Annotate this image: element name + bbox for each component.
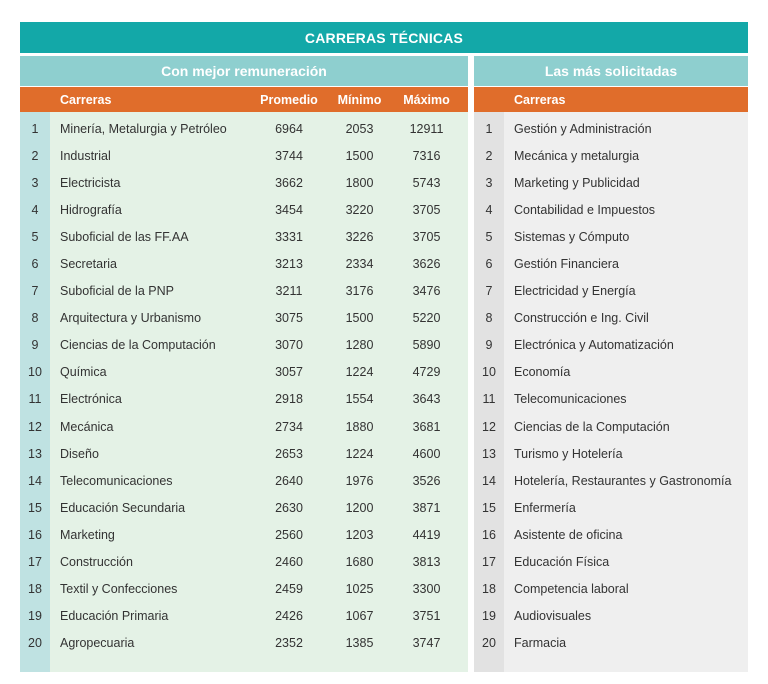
cell-min: 2053 bbox=[345, 121, 374, 136]
cell-name: Mecánica y metalurgia bbox=[514, 148, 640, 163]
cell-name: Electrónica bbox=[60, 392, 122, 407]
cell-num: 5 bbox=[31, 229, 39, 244]
cell-min: 3220 bbox=[345, 202, 374, 217]
cell-avg: 2426 bbox=[275, 609, 303, 624]
cell-max: 3705 bbox=[412, 202, 441, 217]
cell-name: Suboficial de las FF.AA bbox=[60, 229, 189, 244]
cell-min: 1976 bbox=[345, 473, 374, 488]
cell-name: Turismo y Hotelería bbox=[514, 446, 623, 461]
column-maximum: Máximo bbox=[403, 92, 450, 107]
cell-name: Industrial bbox=[60, 148, 111, 163]
cell-max: 4600 bbox=[412, 446, 441, 461]
cell-avg: 3211 bbox=[275, 284, 303, 299]
cell-num: 3 bbox=[485, 175, 493, 190]
cell-name: Farmacia bbox=[514, 636, 567, 651]
cell-name: Arquitectura y Urbanismo bbox=[60, 311, 202, 326]
table-row bbox=[474, 223, 748, 250]
cell-max: 3705 bbox=[412, 229, 441, 244]
cell-avg: 2640 bbox=[275, 473, 303, 488]
table-row bbox=[20, 576, 468, 603]
cell-num: 8 bbox=[485, 311, 493, 326]
table-row bbox=[474, 576, 748, 603]
cell-avg: 2352 bbox=[275, 636, 303, 651]
cell-min: 1385 bbox=[345, 636, 374, 651]
cell-name: Marketing bbox=[60, 527, 115, 542]
cell-name: Textil y Confecciones bbox=[60, 582, 178, 597]
most-requested-table bbox=[474, 56, 748, 672]
table-row bbox=[20, 603, 468, 630]
best-paid-column-header bbox=[20, 87, 468, 112]
cell-num: 15 bbox=[28, 500, 42, 515]
cell-num: 2 bbox=[31, 148, 39, 163]
cell-num: 19 bbox=[28, 609, 42, 624]
cell-min: 1025 bbox=[345, 582, 374, 597]
cell-max: 7316 bbox=[412, 148, 441, 163]
cell-name: Diseño bbox=[60, 446, 99, 461]
cell-num: 20 bbox=[28, 636, 42, 651]
cell-name: Economía bbox=[514, 365, 571, 380]
table-row bbox=[474, 630, 748, 657]
table-row bbox=[474, 305, 748, 332]
cell-min: 2334 bbox=[345, 257, 374, 272]
cell-num: 11 bbox=[28, 392, 42, 407]
cell-max: 3813 bbox=[412, 555, 441, 570]
table-row bbox=[474, 467, 748, 494]
cell-num: 5 bbox=[485, 229, 493, 244]
cell-max: 4419 bbox=[412, 527, 441, 542]
cell-name: Electricidad y Energía bbox=[514, 284, 636, 299]
table-row bbox=[474, 196, 748, 223]
cell-num: 13 bbox=[28, 446, 42, 461]
table-row bbox=[20, 440, 468, 467]
cell-name: Secretaria bbox=[60, 257, 117, 272]
cell-num: 9 bbox=[485, 338, 493, 353]
table-row bbox=[20, 521, 468, 548]
table-row bbox=[474, 332, 748, 359]
table-row bbox=[20, 142, 468, 169]
cell-num: 20 bbox=[482, 636, 496, 651]
table-row bbox=[20, 332, 468, 359]
cell-name: Educación Primaria bbox=[60, 609, 169, 624]
table-row bbox=[474, 440, 748, 467]
cell-avg: 2918 bbox=[275, 392, 303, 407]
cell-min: 1224 bbox=[345, 446, 374, 461]
cell-min: 1800 bbox=[345, 175, 374, 190]
cell-name: Hotelería, Restaurantes y Gastronomía bbox=[514, 473, 732, 488]
cell-num: 1 bbox=[31, 121, 39, 136]
cell-min: 1500 bbox=[345, 311, 374, 326]
table-row bbox=[474, 169, 748, 196]
table-row bbox=[20, 223, 468, 250]
cell-num: 14 bbox=[28, 473, 42, 488]
cell-num: 15 bbox=[482, 500, 496, 515]
most-requested-header: Las más solicitadas bbox=[474, 56, 748, 86]
cell-num: 14 bbox=[482, 473, 496, 488]
cell-avg: 2653 bbox=[275, 446, 303, 461]
cell-name: Agropecuaria bbox=[60, 636, 135, 651]
cell-name: Ciencias de la Computación bbox=[514, 419, 670, 434]
best-paid-rows bbox=[20, 112, 468, 672]
cell-max: 3747 bbox=[412, 636, 441, 651]
cell-name: Educación Secundaria bbox=[60, 500, 186, 515]
cell-avg: 2560 bbox=[275, 527, 303, 542]
cell-max: 3751 bbox=[412, 609, 441, 624]
cell-name: Hidrografía bbox=[60, 202, 122, 217]
table-row bbox=[20, 467, 468, 494]
cell-min: 1203 bbox=[345, 527, 374, 542]
cell-name: Sistemas y Cómputo bbox=[514, 229, 630, 244]
cell-name: Construcción e Ing. Civil bbox=[514, 311, 649, 326]
cell-num: 17 bbox=[482, 555, 496, 570]
cell-min: 1067 bbox=[345, 609, 374, 624]
table-row bbox=[474, 250, 748, 277]
cell-num: 11 bbox=[482, 392, 496, 407]
cell-num: 1 bbox=[485, 121, 493, 136]
best-paid-header: Con mejor remuneración bbox=[20, 56, 468, 86]
cell-min: 3226 bbox=[345, 229, 374, 244]
cell-avg: 3454 bbox=[275, 202, 303, 217]
cell-max: 5220 bbox=[412, 311, 441, 326]
cell-avg: 3662 bbox=[275, 175, 303, 190]
cell-max: 5890 bbox=[412, 338, 441, 353]
table-row bbox=[20, 549, 468, 576]
cell-name: Contabilidad e Impuestos bbox=[514, 202, 656, 217]
cell-max: 3300 bbox=[412, 582, 441, 597]
cell-num: 12 bbox=[28, 419, 42, 434]
cell-num: 10 bbox=[482, 365, 496, 380]
cell-min: 1680 bbox=[345, 555, 374, 570]
cell-name: Competencia laboral bbox=[514, 582, 629, 597]
cell-num: 18 bbox=[28, 582, 42, 597]
page-title: CARRERAS TÉCNICAS bbox=[20, 22, 748, 53]
table-row bbox=[20, 305, 468, 332]
cell-name: Construcción bbox=[60, 555, 133, 570]
cell-min: 1224 bbox=[345, 365, 374, 380]
cell-max: 3681 bbox=[412, 419, 441, 434]
best-paid-table bbox=[20, 56, 468, 672]
table-row bbox=[20, 386, 468, 413]
table-row bbox=[20, 278, 468, 305]
cell-max: 3526 bbox=[412, 473, 441, 488]
cell-avg: 3213 bbox=[275, 257, 303, 272]
cell-num: 4 bbox=[31, 202, 39, 217]
cell-name: Electrónica y Automatización bbox=[514, 338, 674, 353]
cell-name: Mecánica bbox=[60, 419, 114, 434]
cell-name: Minería, Metalurgia y Petróleo bbox=[60, 121, 227, 136]
cell-min: 1500 bbox=[345, 148, 374, 163]
table-row bbox=[474, 521, 748, 548]
cell-max: 3643 bbox=[412, 392, 441, 407]
table-row bbox=[20, 196, 468, 223]
table-row bbox=[20, 250, 468, 277]
cell-avg: 3057 bbox=[275, 365, 303, 380]
cell-name: Ciencias de la Computación bbox=[60, 338, 216, 353]
cell-name: Audiovisuales bbox=[514, 609, 592, 624]
cell-num: 7 bbox=[31, 284, 39, 299]
cell-num: 8 bbox=[31, 311, 39, 326]
cell-max: 3871 bbox=[412, 500, 441, 515]
table-row bbox=[20, 494, 468, 521]
cell-min: 1554 bbox=[345, 392, 374, 407]
table-row bbox=[474, 603, 748, 630]
table-row bbox=[20, 413, 468, 440]
cell-name: Electricista bbox=[60, 175, 121, 190]
most-requested-column-header bbox=[474, 87, 748, 112]
cell-num: 4 bbox=[485, 202, 493, 217]
cell-name: Telecomunicaciones bbox=[514, 392, 627, 407]
column-average: Promedio bbox=[260, 92, 318, 107]
cell-num: 2 bbox=[485, 148, 493, 163]
cell-name: Gestión Financiera bbox=[514, 257, 619, 272]
column-name: Carreras bbox=[514, 92, 566, 107]
table-row bbox=[474, 115, 748, 142]
cell-num: 7 bbox=[485, 284, 493, 299]
cell-name: Suboficial de la PNP bbox=[60, 284, 174, 299]
table-row bbox=[474, 494, 748, 521]
table-row bbox=[474, 386, 748, 413]
cell-avg: 2459 bbox=[275, 582, 303, 597]
cell-min: 1280 bbox=[345, 338, 374, 353]
cell-avg: 3075 bbox=[275, 311, 303, 326]
cell-num: 10 bbox=[28, 365, 42, 380]
cell-avg: 2734 bbox=[275, 419, 303, 434]
table-row bbox=[474, 142, 748, 169]
table-row bbox=[20, 169, 468, 196]
cell-num: 9 bbox=[31, 338, 39, 353]
cell-num: 16 bbox=[28, 527, 42, 542]
cell-avg: 3331 bbox=[275, 229, 303, 244]
cell-num: 19 bbox=[482, 609, 496, 624]
table-row bbox=[474, 413, 748, 440]
cell-name: Enfermería bbox=[514, 500, 576, 515]
cell-name: Química bbox=[60, 365, 107, 380]
cell-avg: 6964 bbox=[275, 121, 303, 136]
table-row bbox=[474, 278, 748, 305]
cell-max: 4729 bbox=[412, 365, 441, 380]
cell-min: 1200 bbox=[345, 500, 374, 515]
cell-min: 1880 bbox=[345, 419, 374, 434]
cell-min: 3176 bbox=[345, 284, 374, 299]
cell-num: 6 bbox=[485, 257, 493, 272]
table-row bbox=[474, 549, 748, 576]
cell-avg: 3070 bbox=[275, 338, 303, 353]
cell-avg: 3744 bbox=[275, 148, 303, 163]
cell-num: 18 bbox=[482, 582, 496, 597]
cell-num: 17 bbox=[28, 555, 42, 570]
cell-max: 12911 bbox=[409, 121, 444, 136]
most-requested-rows bbox=[474, 112, 748, 672]
cell-num: 6 bbox=[31, 257, 39, 272]
cell-name: Asistente de oficina bbox=[514, 527, 623, 542]
cell-name: Telecomunicaciones bbox=[60, 473, 173, 488]
cell-num: 16 bbox=[482, 527, 496, 542]
table-row bbox=[20, 630, 468, 657]
cell-max: 3626 bbox=[412, 257, 441, 272]
column-minimum: Mínimo bbox=[337, 92, 382, 107]
cell-avg: 2460 bbox=[275, 555, 303, 570]
cell-max: 3476 bbox=[412, 284, 441, 299]
cell-max: 5743 bbox=[412, 175, 441, 190]
cell-num: 13 bbox=[482, 446, 496, 461]
cell-name: Educación Física bbox=[514, 555, 610, 570]
table-row bbox=[474, 359, 748, 386]
table-row bbox=[20, 359, 468, 386]
cell-name: Gestión y Administración bbox=[514, 121, 652, 136]
cell-num: 3 bbox=[31, 175, 39, 190]
cell-avg: 2630 bbox=[275, 500, 303, 515]
column-name: Carreras bbox=[60, 92, 112, 107]
table-row bbox=[20, 115, 468, 142]
cell-name: Marketing y Publicidad bbox=[514, 175, 640, 190]
cell-num: 12 bbox=[482, 419, 496, 434]
